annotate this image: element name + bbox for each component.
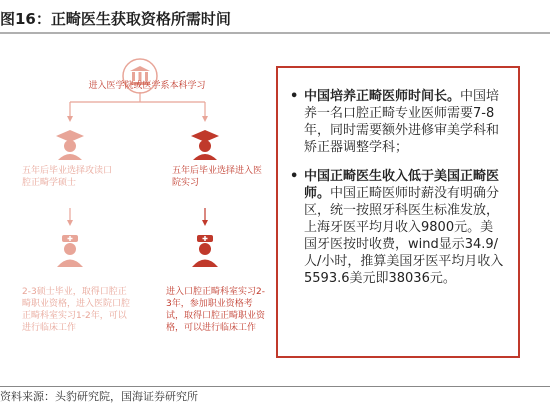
doctor-icon [52, 232, 88, 272]
figure-title: 图16：正畸医生获取资格所需时间 [0, 10, 231, 28]
bullet-income-text: 中国正畸医师时薪没有明确分区，统一按照牙科医生标准发放，上海牙医平均月收入9800元。美国牙医按时收费，wind显示34.9/人/小时，推算美国牙医平均月收入5593.6美元即38036元。 [304, 186, 504, 286]
graduate-icon [187, 126, 223, 166]
bullet-income-comparison [290, 168, 506, 287]
school-icon [122, 58, 158, 98]
right-step-hospital-internship: 五年后毕业选择进入医院实习 [172, 166, 263, 188]
title-divider [0, 32, 550, 34]
source-note: 资料来源：头豹研究院，国海证券研究所 [0, 390, 198, 403]
summary-panel [276, 66, 520, 358]
graduate-icon [52, 126, 88, 166]
right-step-exam-clinical: 进入口腔正畸科室实习2-3年，参加职业资格考试，取得口腔正畸职业资格，可以进行临床工作 [166, 287, 266, 333]
bullet-training-time-heading: 中国培养正畸医师时间长。 [304, 89, 461, 104]
bullet-training-time-text: 中国培养一名口腔正畸专业医师需要7-8年，同时需要额外进修审美学科和矫正器调整学科； [304, 89, 500, 155]
summary-bullets [278, 68, 518, 287]
left-step-master-degree: 五年后毕业选择攻读口腔正畸学硕士 [22, 166, 113, 188]
bullet-training-time [290, 88, 506, 156]
doctor-icon [187, 232, 223, 272]
bullet-income-heading: 中国正畸医生收入低于美国正畸医师。 [304, 169, 500, 201]
career-flowchart [0, 40, 270, 380]
left-step-licensed-clinical: 2-3硕士毕业，取得口腔正畸职业资格，进入医院口腔正畸科室实习1-2年，可以进行临床工作 [22, 287, 131, 333]
footer-divider [0, 386, 550, 387]
step-enter-medical-school: 进入医学院或医学系本科学习 [88, 81, 206, 91]
